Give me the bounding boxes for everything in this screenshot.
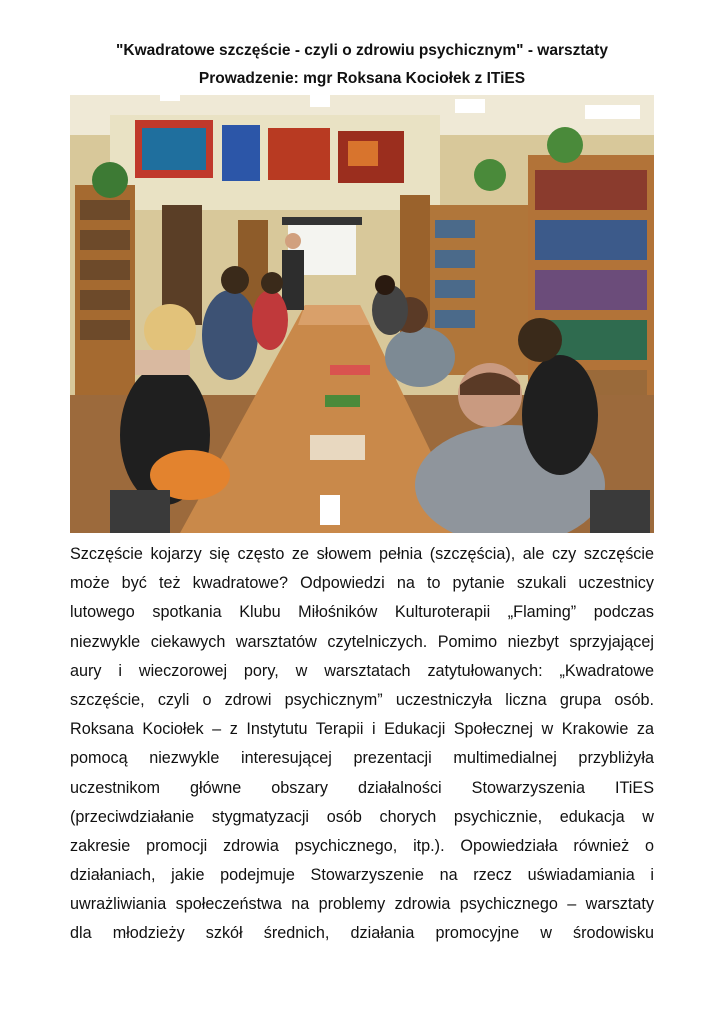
article-line: Szczęście kojarzy się często ze słowem pełnia (szczęścia), ale czy szczęście <box>70 545 654 563</box>
article-line: Roksana Kociołek – z Instytutu Terapii i Edukacji Społecznej w Krakowie za <box>70 720 654 739</box>
article-line: szczęście, czyli o zdrowi psychicznym” uczestniczyła liczna grupa osób. <box>70 690 654 709</box>
article-line: pomocą niezwykle interesującej prezentacji multimedialnej przybliżyła <box>70 749 654 768</box>
document-title: "Kwadratowe szczęście - czyli o zdrowiu psychicznym" - warsztaty <box>116 42 608 59</box>
article-line: zakresie promocji zdrowia psychicznego, itp.). Opowiedziała również o <box>70 836 654 855</box>
article-line: (przeciwdziałanie stygmatyzacji osób chorych psychicznie, edukacja w <box>70 807 654 826</box>
article-line: dla młodzieży szkół średnich, działania promocyjne w środowisku <box>70 924 654 943</box>
article-line: uwrażliwiania społeczeństwa na problemy zdrowia psychicznego – warsztaty <box>70 895 654 914</box>
article-line: aury i wieczorowej pory, w warsztatach zatytułowanych: „Kwadratowe <box>70 661 654 680</box>
article-body <box>70 540 654 949</box>
article-line: uczestnikom główne obszary działalności Stowarzyszenia ITiES <box>70 778 654 797</box>
article-line: lutowego spotkania Klubu Miłośników Kulturoterapii „Flaming” podczas <box>70 603 654 622</box>
article-line: może być też kwadratowe? Odpowiedzi na to pytanie szukali uczestnicy <box>70 574 654 593</box>
workshop-photo <box>70 95 654 533</box>
article-line: niezwykle ciekawych warsztatów czytelniczych. Pomimo niezbyt sprzyjającej <box>70 632 654 651</box>
article-line: działaniach, jakie podejmuje Stowarzyszenie na rzecz uświadamiania i <box>70 866 654 885</box>
document-subtitle: Prowadzenie: mgr Roksana Kociołek z ITiES <box>198 70 526 87</box>
